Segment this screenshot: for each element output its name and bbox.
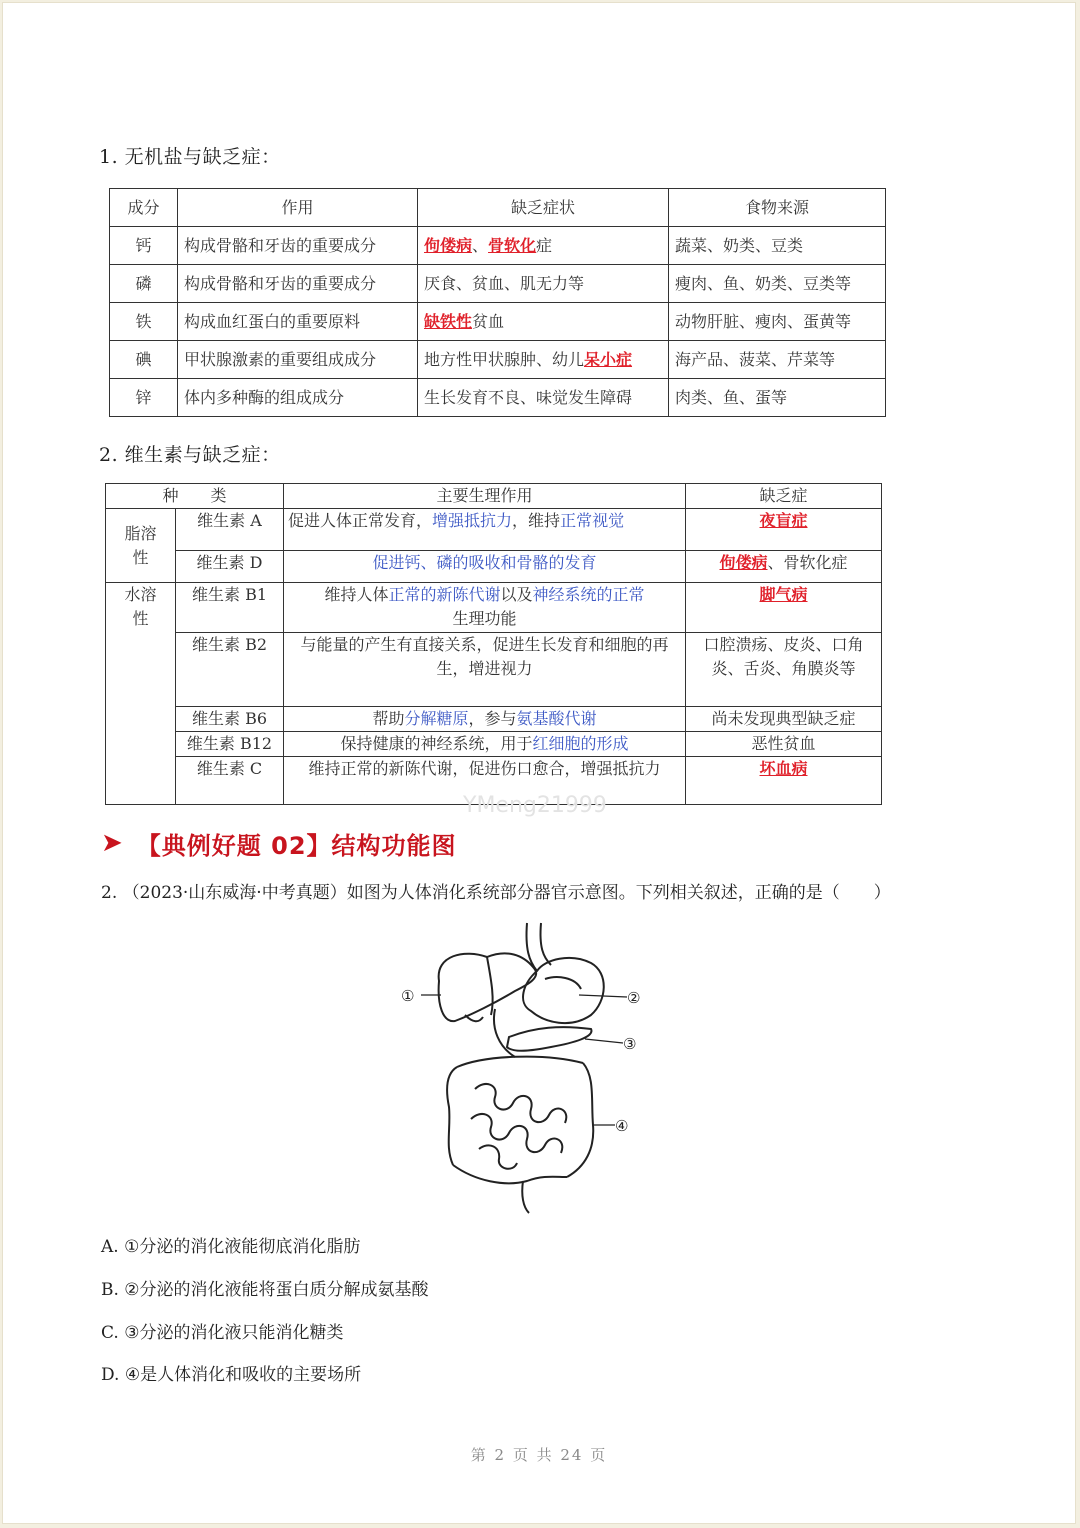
mineral-symptom: 生长发育不良、味觉发生障碍 bbox=[418, 379, 669, 417]
section1-heading: 1. 无机盐与缺乏症： bbox=[99, 146, 281, 168]
vitamin-function: 促进钙、磷的吸收和骨骼的发育 bbox=[284, 551, 686, 583]
esophagus-shape bbox=[526, 923, 537, 971]
keyword: 增强抵抗力 bbox=[432, 511, 513, 530]
keyword: 神经系统的正常 bbox=[532, 585, 645, 604]
mineral-role: 构成骨骼和牙齿的重要成分 bbox=[178, 227, 418, 265]
mineral-name: 铁 bbox=[110, 303, 178, 341]
keyword: 佝偻病 bbox=[424, 235, 473, 255]
vitamin-function bbox=[284, 707, 686, 732]
mineral-name: 磷 bbox=[110, 265, 178, 303]
vitamin-name: 维生素 B6 bbox=[176, 707, 284, 732]
page-number: 第 2 页 共 24 页 bbox=[470, 1446, 608, 1464]
keyword: 佝偻病 bbox=[719, 553, 768, 572]
header-cell: 缺乏症 bbox=[686, 484, 882, 509]
leader-line-3 bbox=[585, 1039, 623, 1043]
vitamin-deficiency: 恶性贫血 bbox=[686, 732, 882, 757]
keyword: 呆小症 bbox=[584, 349, 633, 369]
text: 症 bbox=[536, 235, 553, 255]
vitamins-table bbox=[105, 483, 882, 805]
option-a[interactable]: A. ①分泌的消化液能彻底消化脂肪 bbox=[101, 1237, 361, 1257]
document-page bbox=[2, 2, 1076, 1524]
table-row bbox=[106, 707, 882, 732]
stomach-fold bbox=[545, 977, 581, 989]
keyword: 缺铁性 bbox=[424, 311, 473, 331]
vitamin-deficiency bbox=[686, 551, 882, 583]
keyword: 分解糖原 bbox=[404, 709, 469, 728]
keyword: 正常的新陈代谢 bbox=[388, 585, 501, 604]
text: 帮助 bbox=[372, 709, 405, 728]
mineral-symptom bbox=[418, 227, 669, 265]
vitamin-deficiency: 口腔溃疡、皮炎、口角炎、舌炎、角膜炎等 bbox=[686, 633, 882, 707]
table-row bbox=[106, 732, 882, 757]
vitamin-deficiency bbox=[686, 509, 882, 551]
small-intestine-shape bbox=[471, 1114, 562, 1153]
vitamin-deficiency: 尚未发现典型缺乏症 bbox=[686, 707, 882, 732]
text: 地方性甲状腺肿、幼儿 bbox=[424, 349, 585, 369]
minerals-table bbox=[109, 188, 886, 417]
rectum-shape bbox=[522, 1181, 529, 1213]
vitamin-function: 维持正常的新陈代谢，促进伤口愈合，增强抵抗力 bbox=[284, 757, 686, 805]
group-label: 水溶性 bbox=[106, 583, 176, 805]
table-row bbox=[110, 265, 886, 303]
table-row bbox=[110, 379, 886, 417]
table-row bbox=[110, 227, 886, 265]
text: 贫血 bbox=[472, 311, 505, 331]
table-row bbox=[106, 633, 882, 707]
mineral-symptom bbox=[418, 303, 669, 341]
text: 维持人体 bbox=[324, 585, 389, 604]
mineral-role: 体内多种酶的组成成分 bbox=[178, 379, 418, 417]
header-cell: 缺乏症状 bbox=[418, 189, 669, 227]
large-intestine-shape bbox=[457, 1057, 583, 1067]
keyword: 氨基酸代谢 bbox=[516, 709, 597, 728]
vitamin-function bbox=[284, 509, 686, 551]
vitamin-name: 维生素 B12 bbox=[176, 732, 284, 757]
keyword: 夜盲症 bbox=[759, 511, 808, 530]
vitamin-function bbox=[284, 583, 686, 633]
large-intestine-shape bbox=[447, 1067, 457, 1165]
header-cell: 成分 bbox=[110, 189, 178, 227]
question-stem: 2. （2023·山东威海·中考真题）如图为人体消化系统部分器官示意图。下列相关叙述，正确的是（ ） bbox=[101, 883, 891, 903]
mineral-role: 构成骨骼和牙齿的重要成分 bbox=[178, 265, 418, 303]
mineral-food: 海产品、菠菜、芹菜等 bbox=[669, 341, 886, 379]
vitamin-name: 维生素 C bbox=[176, 757, 284, 805]
header-cell: 食物来源 bbox=[669, 189, 886, 227]
keyword: 骨软化 bbox=[488, 235, 537, 255]
label-2: ② bbox=[627, 989, 641, 1007]
vitamin-name: 维生素 A bbox=[176, 509, 284, 551]
text: ，维持 bbox=[512, 511, 561, 530]
mineral-food: 动物肝脏、瘦肉、蛋黄等 bbox=[669, 303, 886, 341]
text: 促进人体正常发育， bbox=[288, 511, 433, 530]
mineral-name: 碘 bbox=[110, 341, 178, 379]
vitamin-function: 与能量的产生有直接关系，促进生长发育和细胞的再生，增进视力 bbox=[284, 633, 686, 707]
small-intestine-shape bbox=[479, 1145, 517, 1168]
group-label: 脂溶性 bbox=[106, 509, 176, 583]
text: 、骨软化症 bbox=[767, 553, 848, 572]
header-cell: 主要生理作用 bbox=[284, 484, 686, 509]
keyword: 正常视觉 bbox=[560, 511, 625, 530]
label-1: ① bbox=[401, 987, 415, 1005]
option-c[interactable]: C. ③分泌的消化液只能消化糖类 bbox=[101, 1323, 344, 1343]
vitamin-deficiency bbox=[686, 757, 882, 805]
large-intestine-shape bbox=[567, 1063, 593, 1177]
table-row bbox=[106, 583, 882, 633]
pancreas-shape bbox=[507, 1027, 591, 1051]
keyword: 坏血病 bbox=[759, 759, 808, 778]
text: ，参与 bbox=[468, 709, 517, 728]
label-3: ③ bbox=[623, 1035, 637, 1053]
vitamin-name: 维生素 D bbox=[176, 551, 284, 583]
mineral-food: 蔬菜、奶类、豆类 bbox=[669, 227, 886, 265]
option-b[interactable]: B. ②分泌的消化液能将蛋白质分解成氨基酸 bbox=[101, 1280, 429, 1300]
text: 以及 bbox=[500, 585, 533, 604]
table-row bbox=[106, 509, 882, 551]
mineral-symptom bbox=[418, 341, 669, 379]
digestive-system-diagram bbox=[395, 919, 665, 1219]
keyword: 脚气病 bbox=[759, 585, 808, 604]
watermark: YMeng21999 bbox=[463, 793, 607, 818]
option-d[interactable]: D. ④是人体消化和吸收的主要场所 bbox=[101, 1365, 362, 1385]
text: 、 bbox=[472, 235, 489, 255]
vitamin-name: 维生素 B1 bbox=[176, 583, 284, 633]
table-row bbox=[110, 303, 886, 341]
header-cell: 种 类 bbox=[106, 484, 284, 509]
section2-heading: 2. 维生素与缺乏症： bbox=[99, 444, 281, 466]
mineral-food: 肉类、鱼、蛋等 bbox=[669, 379, 886, 417]
example-title-text: 【典例好题 02】结构功能图 bbox=[136, 831, 457, 860]
mineral-role: 构成血红蛋白的重要原料 bbox=[178, 303, 418, 341]
mineral-name: 钙 bbox=[110, 227, 178, 265]
keyword: 红细胞的形成 bbox=[532, 734, 629, 753]
arrow-icon: ➤ bbox=[101, 828, 123, 858]
example-title bbox=[101, 825, 457, 861]
mineral-food: 瘦肉、鱼、奶类、豆类等 bbox=[669, 265, 886, 303]
vitamin-name: 维生素 B2 bbox=[176, 633, 284, 707]
label-4: ④ bbox=[615, 1117, 629, 1135]
mineral-name: 锌 bbox=[110, 379, 178, 417]
vitamin-deficiency bbox=[686, 583, 882, 633]
mineral-role: 甲状腺激素的重要组成成分 bbox=[178, 341, 418, 379]
esophagus-shape bbox=[540, 923, 551, 965]
text: 生理功能 bbox=[452, 609, 517, 628]
vitamin-function bbox=[284, 732, 686, 757]
mineral-symptom: 厌食、贫血、肌无力等 bbox=[418, 265, 669, 303]
table-row bbox=[110, 341, 886, 379]
text: 保持健康的神经系统，用于 bbox=[340, 734, 533, 753]
header-cell: 作用 bbox=[178, 189, 418, 227]
table-row bbox=[106, 551, 882, 583]
